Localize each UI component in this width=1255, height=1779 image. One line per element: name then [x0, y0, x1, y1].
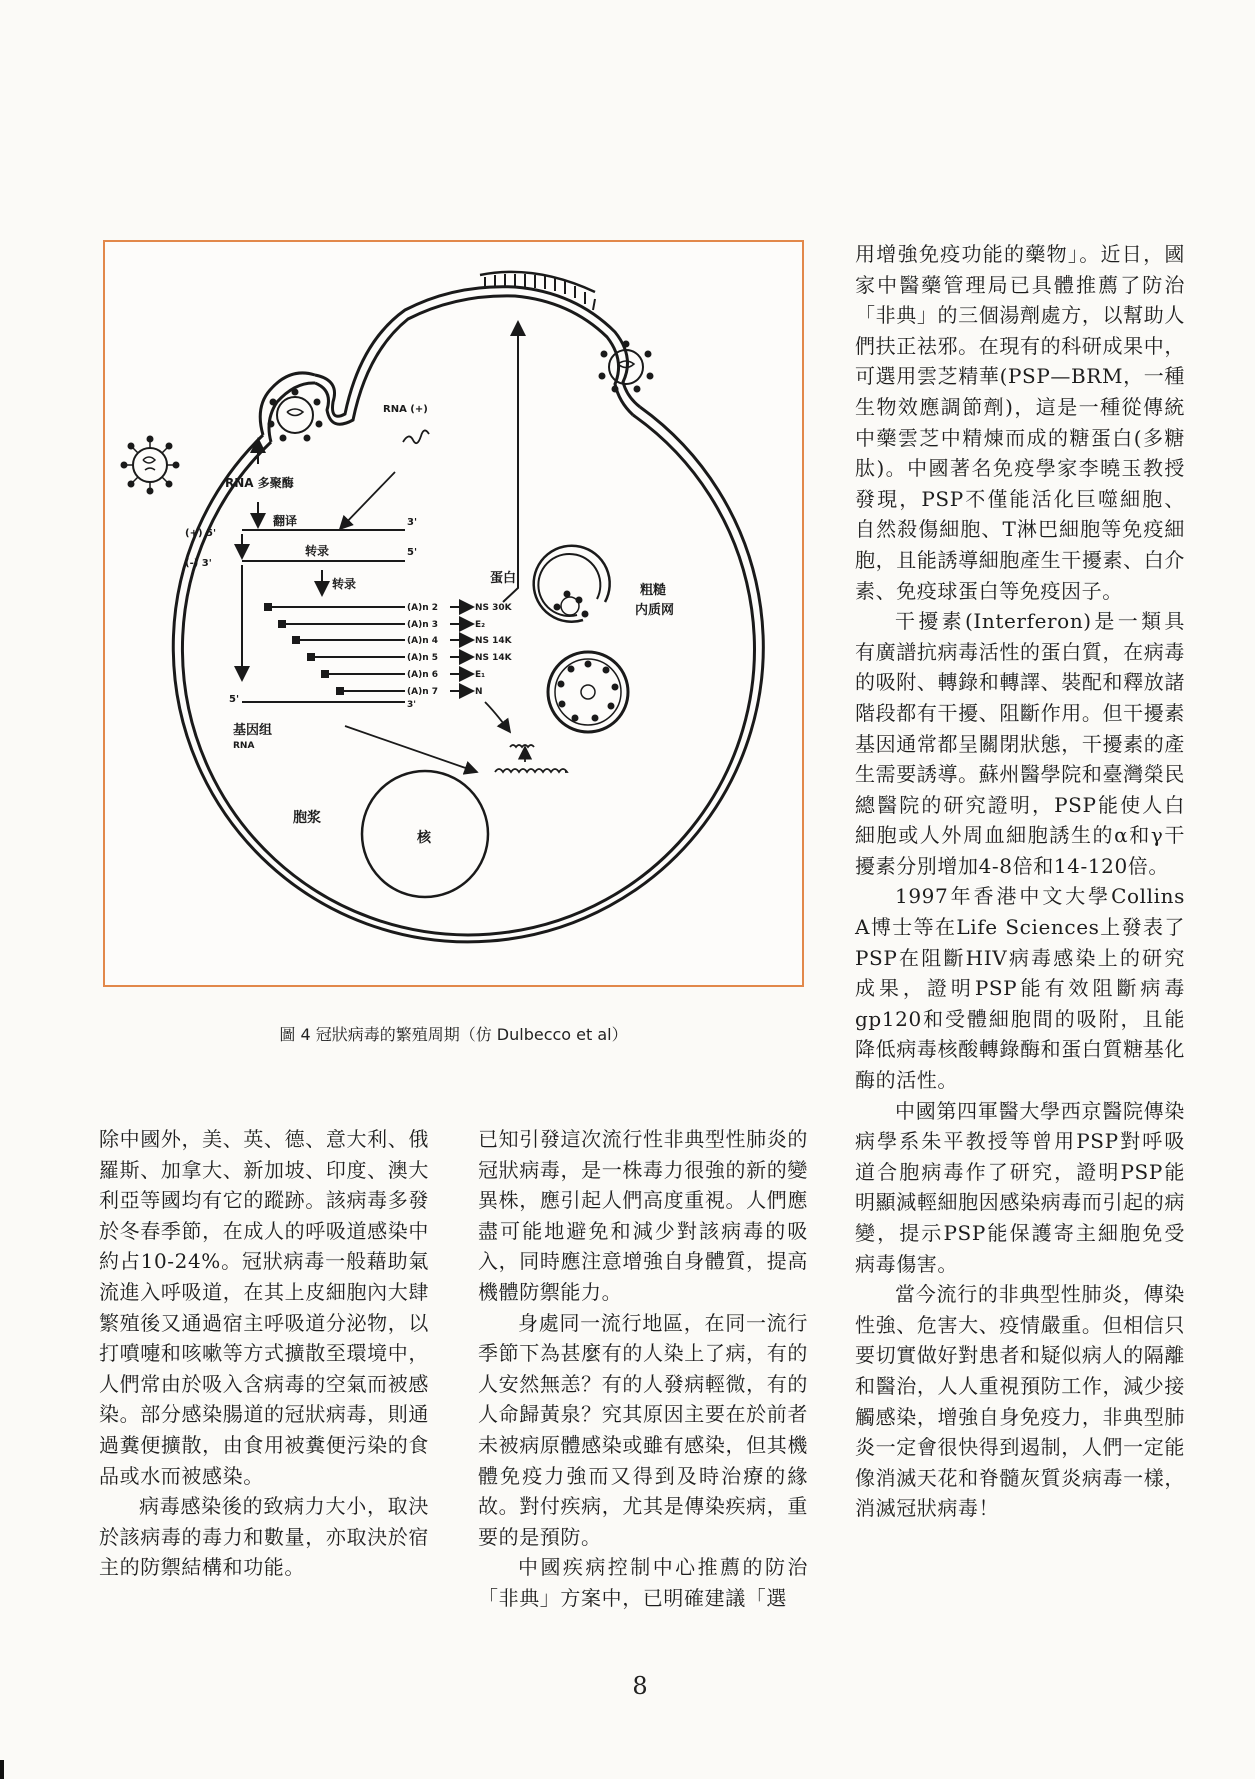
label-genome: 基因组 — [233, 723, 273, 738]
label-translation: 翻译 — [273, 514, 298, 528]
label-product-ns14k-2: NS 14K — [475, 653, 512, 663]
rna-plus-squiggle — [340, 430, 429, 529]
vesicle-with-virions — [548, 652, 628, 732]
cell-membrane — [173, 287, 763, 942]
label-product-ns14k: NS 14K — [475, 636, 512, 646]
label-polya-3: (A)n 3 — [407, 620, 438, 630]
rough-er — [534, 546, 610, 622]
label-5prime-right: 5' — [407, 547, 418, 558]
label-transcription: 转录 — [305, 544, 330, 558]
virus-particle-outside — [121, 436, 179, 494]
label-nucleus: 核 — [417, 830, 431, 846]
paragraph: 當今流行的非典型性肺炎，傳染性強、危害大、疫情嚴重。但相信只要切實做好對患者和疑似病人的隔離和醫治，人人重視預防工作，減少接觸感染，增強自身免疫力，非典型肺炎一定會很快得到遏制，人們一定能像消滅天花和脊髓灰質炎病毒一樣，消滅冠狀病毒！ — [855, 1282, 1185, 1521]
label-plus-5: (+) 5' — [185, 528, 217, 539]
label-cytoplasm: 胞浆 — [293, 810, 321, 826]
label-polya-4: (A)n 4 — [407, 636, 438, 646]
paragraph: 已知引發這次流行性非典型性肺炎的冠狀病毒，是一株毒力很強的新的變異株，應引起人們高度重視。人們應盡可能地避免和減少對該病毒的吸入，同時應注意增強自身體質，提高機體防禦能力。 — [478, 1127, 808, 1304]
scan-edge-mark — [0, 1760, 4, 1779]
coronavirus-replication-diagram — [105, 242, 802, 985]
label-minus-3: (-) 3' — [185, 558, 212, 569]
label-product-ns30k: NS 30K — [475, 603, 512, 613]
paragraph: 身處同一流行地區，在同一流行季節下為甚麼有的人染上了病，有的人安然無恙？有的人發病輕微，有的人命歸黃泉？究其原因主要在於前者未被病原體感染或雖有感染，但其機體免疫力強而又得到及時治療的緣故。對付疾病，尤其是傳染疾病，重要的是預防。 — [478, 1310, 808, 1549]
label-transcription-2: 转录 — [332, 577, 357, 591]
paragraph: 除中國外，美、英、德、意大利、俄羅斯、加拿大、新加坡、印度、澳大利亞等國均有它的蹤跡。該病毒多發於冬春季節，在成人的呼吸道感染中約占10-24%。冠狀病毒一般藉助氣流進入呼吸道，在其上皮細胞內大肆繁殖後又通過宿主呼吸道分泌物，以打噴嚏和咳嗽等方式擴散至環境中，人們常由於吸入含病毒的空氣而被感染。部分感染腸道的冠狀病毒，則通過糞便擴散，由食用被糞便污染的食品或水而被感染。 — [99, 1127, 429, 1488]
label-rough-er-2: 内质网 — [635, 603, 675, 618]
label-rough-er-1: 粗糙 — [640, 583, 667, 598]
virus-particle-entering — [268, 389, 322, 441]
label-rna-plus: RNA (+) — [383, 404, 428, 415]
paragraph: 病毒感染後的致病力大小，取決於該病毒的毒力和數量，亦取決於宿主的防禦結構和功能。 — [99, 1494, 429, 1580]
paragraph: 中國第四軍醫大學西京醫院傳染病學系朱平教授等曾用PSP對呼吸道合胞病毒作了研究，證明PSP能明顯減輕細胞因感染病毒而引起的病變，提示PSP能保護寄主細胞免受病毒傷害。 — [855, 1098, 1185, 1276]
label-polya-5: (A)n 5 — [407, 653, 438, 663]
page-number: 8 — [632, 1672, 648, 1700]
label-product-e2: E₂ — [475, 620, 486, 630]
label-polya-6: (A)n 6 — [407, 670, 438, 680]
figure-caption: 圖 4 冠狀病毒的繁殖周期（仿 Dulbecco et al） — [279, 1025, 628, 1044]
paragraph: 用增強免疫功能的藥物」。近日，國家中醫藥管理局已具體推薦了防治「非典」的三個湯劑處方，以幫助人們扶正祛邪。在現有的科研成果中，可選用雲芝精華(PSP—BRM，一種生物效應調節劑)，這是一種從傳統中藥雲芝中精煉而成的糖蛋白(多糖肽)。中國著名免疫學家李曉玉教授發現，PSP不僅能活化巨噬細胞、自然殺傷細胞、T淋巴細胞等免疫細胞，且能誘導細胞產生干擾素、白介素、免疫球蛋白等免疫因子。 — [855, 242, 1185, 603]
figure-frame — [103, 240, 804, 987]
paragraph: 干擾素(Interferon)是一類具有廣譜抗病毒活性的蛋白質，在病毒的吸附、轉錄和轉譯、裝配和釋放諸階段都有干擾、阻斷作用。但干擾素基因通常都呈關閉狀態，干擾素的產生需要誘導。蘇州醫學院和臺灣榮民總醫院的研究證明，PSP能使人白細胞或人外周血細胞誘生的α和γ干擾素分別增加4-8倍和14-120倍。 — [855, 609, 1185, 878]
label-rna-polymerase: RNA 多聚酶 — [225, 476, 294, 490]
text-column-2 — [478, 1124, 808, 1614]
text-column-1 — [99, 1124, 429, 1583]
subgenomic-mrna-group — [265, 604, 405, 694]
label-product-e1: E₁ — [475, 670, 486, 680]
label-3prime-bottom: 3' — [407, 700, 417, 710]
label-product-n: N — [475, 687, 483, 697]
paragraph: 中國疾病控制中心推薦的防治「非典」方案中，已明確建議「選 — [478, 1555, 808, 1610]
n-protein-assembly — [345, 702, 567, 772]
label-polya-7: (A)n 7 — [407, 687, 438, 697]
protein-transport-arrow — [503, 322, 518, 602]
label-polya-2: (A)n 2 — [407, 603, 438, 613]
label-5prime-left: 5' — [229, 694, 240, 705]
paragraph: 1997年香港中文大學Collins A博士等在Life Sciences上發表了PSP在阻斷HIV病毒感染上的研究成果，證明PSP能有效阻斷病毒gp120和受體細胞間的吸附，且能降低病毒核酸轉錄酶和蛋白質糖基化酶的活性。 — [855, 884, 1185, 1093]
label-3prime-top: 3' — [407, 517, 418, 528]
text-column-3 — [855, 239, 1185, 1524]
label-protein: 蛋白 — [490, 571, 517, 586]
translation-arrows — [450, 607, 473, 691]
label-genome-rna: RNA — [233, 741, 255, 751]
